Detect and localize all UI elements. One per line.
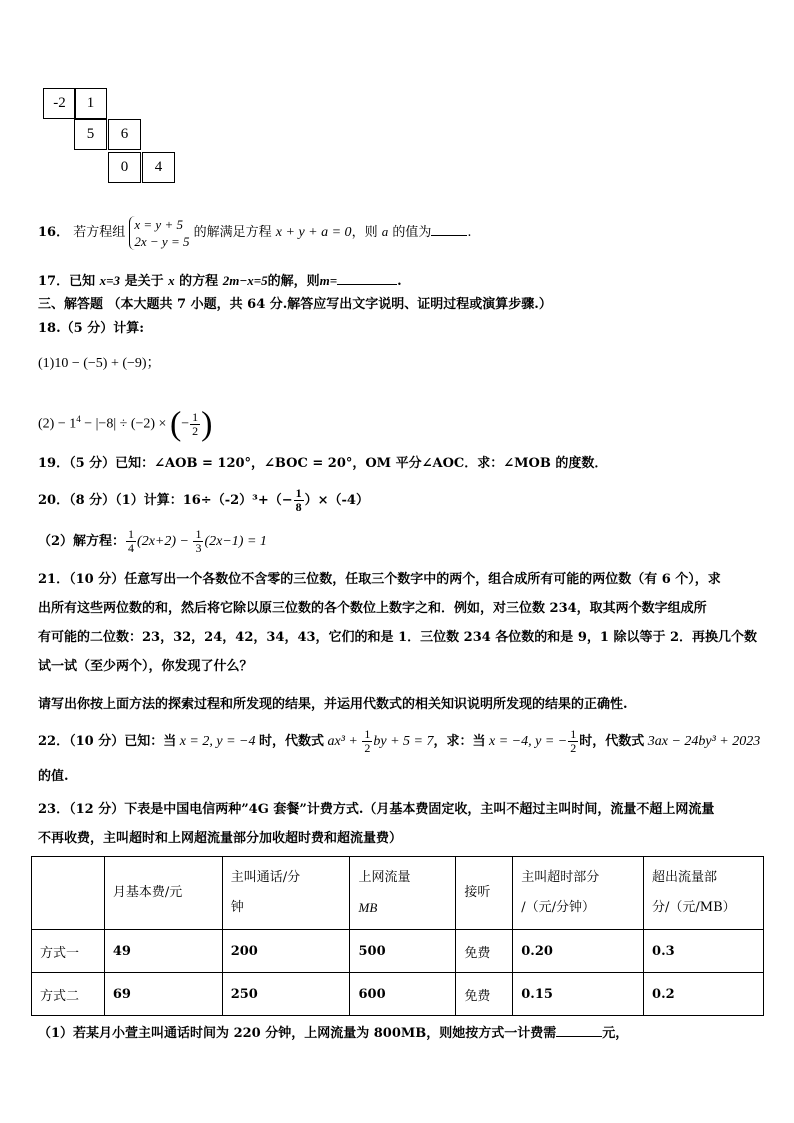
q22-label: 22．（10 分）已知：当 — [38, 734, 177, 749]
question-16: 16． 若方程组 x = y + 5 2x − y = 5 的解满足方程 x + y + a = 0，则 a 的值为 . — [38, 216, 472, 249]
q17-label: 17． — [38, 274, 70, 289]
fraction-num: 1 — [295, 486, 302, 500]
q23-sub1-text: （1）若某月小萱主叫通话时间为 220 分钟，上网流量为 800MB，则她按方式一计费需 — [38, 1026, 557, 1041]
question-19: 19．（5 分）已知：∠AOB = 120°，∠BOC = 20°，OM 平分∠AOC．求：∠MOB 的度数． — [38, 456, 608, 471]
q17-text4: 的解，则 — [267, 274, 320, 289]
q22-c1: x = 2, y = −4 — [176, 734, 259, 749]
fraction — [190, 411, 200, 438]
system-eq1: x = y + 5 — [134, 216, 183, 232]
table-cell: 250 — [222, 973, 350, 1016]
question-23-sub1 — [38, 1024, 628, 1042]
fraction-num: 1 — [570, 727, 577, 741]
billing-table — [31, 856, 764, 1016]
q17-text2: 是关于 — [124, 274, 164, 289]
question-23-line1: 23．（12 分）下表是中国电信两种”4G 套餐”计费方式.（月基本费固定收，主叫不超过主叫时间，流量不超上网流量 — [38, 802, 715, 817]
q22-t2: ，求：当 — [433, 734, 486, 749]
fraction-den: 4 — [128, 541, 135, 555]
table-header-cell: 主叫通话/分 钟 — [222, 857, 350, 930]
fraction-den: 3 — [195, 541, 202, 555]
table-cell: 69 — [104, 973, 222, 1016]
q16-label: 16． — [38, 225, 70, 240]
net-cell: 4 — [142, 152, 175, 183]
q17-eq: 2m−x=5 — [222, 273, 268, 288]
q17-ask: m= — [319, 273, 338, 288]
question-21-line3: 有可能的二位数：23，32，24，42，34，43，它们的和是 1．三位数 234 各位数的和是 9，1 除以等于 2．再换几个数 — [38, 630, 758, 645]
q22-c2: x = −4, y = − — [485, 734, 568, 749]
question-21-line5: 请写出你按上面方法的探索过程和所发现的结果，并运用代数式的相关知识说明所发现的结果的正确性. — [38, 697, 628, 712]
q16-mid: 的解满足方程 — [193, 225, 272, 240]
net-cell: 6 — [108, 119, 141, 150]
table-cell: 200 — [222, 930, 350, 973]
question-22-line2: 的值. — [38, 769, 69, 784]
q20-tail: ）×（-4） — [304, 493, 369, 508]
q16-suffix: 的值为 — [392, 225, 432, 240]
question-22 — [38, 727, 760, 757]
q22-e1b: by + 5 = 7 — [373, 734, 434, 749]
q16-eq3: x + y + a = 0 — [275, 225, 352, 240]
fraction-num: 1 — [192, 409, 199, 424]
answer-blank[interactable] — [556, 1024, 602, 1037]
fraction — [362, 728, 372, 755]
table-header-row — [32, 857, 764, 930]
fraction-den: 2 — [570, 741, 577, 755]
fraction-den: 2 — [364, 741, 371, 755]
q18-part2 — [38, 401, 213, 443]
fraction — [126, 528, 136, 555]
q18-p2b: − |−8| ÷ (−2) × — [80, 416, 170, 432]
q20-label: 20．（8 分）（1）计算：16÷（-2）³+（− — [38, 493, 293, 508]
fraction-num: 1 — [195, 527, 202, 541]
net-cell: 1 — [74, 88, 107, 119]
table-header-cell: 接听 — [456, 857, 513, 930]
q17-text1: 已知 — [69, 274, 96, 289]
q22-t3: 时，代数式 — [579, 734, 645, 749]
table-header-cell: 月基本费/元 — [104, 857, 222, 930]
table-cell: 免费 — [456, 930, 513, 973]
question-21-line4: 试一试（至少两个），你发现了什么？ — [38, 659, 253, 674]
q17-text3: 的方程 — [179, 274, 219, 289]
section-title: 三、解答题 （本大题共 7 小题，共 64 分.解答应写出文字说明、证明过程或演算步骤.） — [38, 297, 552, 312]
q22-e1a: ax³ + — [324, 734, 362, 749]
table-cell: 49 — [104, 930, 222, 973]
fraction — [294, 487, 304, 514]
table-header-cell: 主叫超时部分 /（元/分钟） — [513, 857, 644, 930]
fraction-den: 8 — [295, 500, 302, 514]
equation-system — [129, 216, 189, 250]
q18-p2a: (2) − 1 — [38, 416, 77, 432]
fraction — [568, 728, 578, 755]
table-cell: 600 — [350, 973, 456, 1016]
net-cell: -2 — [43, 88, 76, 119]
question-17: 17．已知 x=3 是关于 x 的方程 2m−x=5的解，则m= . — [38, 273, 402, 289]
answer-blank[interactable] — [337, 272, 397, 285]
system-eq2: 2x − y = 5 — [134, 233, 190, 249]
paren-left: ( — [169, 405, 182, 443]
table-header-cell: 上网流量 MB — [350, 857, 456, 930]
q18-part1: (1)10 − (−5) + (−9)； — [38, 356, 161, 371]
fraction-num: 1 — [128, 527, 135, 541]
q18-exp: 4 — [76, 414, 81, 424]
table-cell: 方式一 — [32, 930, 105, 973]
q18-neg: − — [181, 416, 190, 432]
net-cell: 0 — [108, 152, 141, 183]
table-cell: 0.20 — [513, 930, 644, 973]
q20-e1: (2x+2) − — [137, 534, 193, 549]
q22-e2: 3ax − 24by³ + 2023 — [644, 734, 761, 749]
table-cell: 方式二 — [32, 973, 105, 1016]
table-header-cell: 超出流量部 分/（元/MB） — [644, 857, 764, 930]
fraction-den: 2 — [192, 423, 199, 438]
question-18: 18.（5 分）计算: — [38, 321, 144, 336]
table-cell: 0.3 — [644, 930, 764, 973]
question-21-line2: 出所有这些两位数的和，然后将它除以原三位数的各个数位上数字之和．例如，对三位数 234，取其两个数字组成所 — [38, 601, 707, 616]
question-23-line2: 不再收费，主叫超时和上网超流量部分加收超时费和超流量费） — [38, 831, 403, 846]
q17-cond: x=3 — [99, 273, 121, 288]
table-cell: 免费 — [456, 973, 513, 1016]
fraction-num: 1 — [364, 727, 371, 741]
answer-blank[interactable] — [431, 223, 467, 236]
table-row — [32, 930, 764, 973]
question-20-part2 — [38, 526, 267, 558]
q16-var: a — [381, 224, 389, 239]
q17-var: x — [168, 273, 175, 288]
q16-prefix: 若方程组 — [73, 225, 126, 240]
q16-tail: ，则 — [351, 225, 378, 240]
table-cell: 500 — [350, 930, 456, 973]
table-header-cell — [32, 857, 105, 930]
question-20 — [38, 486, 369, 516]
q20-p2: （2）解方程： — [38, 534, 126, 549]
net-cell: 5 — [74, 119, 107, 150]
table-row — [32, 973, 764, 1016]
table-cell: 0.2 — [644, 973, 764, 1016]
q20-e2: (2x−1) = 1 — [204, 534, 267, 549]
table-cell: 0.15 — [513, 973, 644, 1016]
q23-sub1-tail: 元， — [602, 1026, 629, 1041]
question-21-line1: 21．（10 分）任意写出一个各数位不含零的三位数，任取三个数字中的两个，组合成所有可能的两位数（有 6 个），求 — [38, 572, 721, 587]
paren-right: ) — [201, 405, 213, 443]
fraction — [193, 528, 203, 555]
q22-t1: 时，代数式 — [259, 734, 325, 749]
